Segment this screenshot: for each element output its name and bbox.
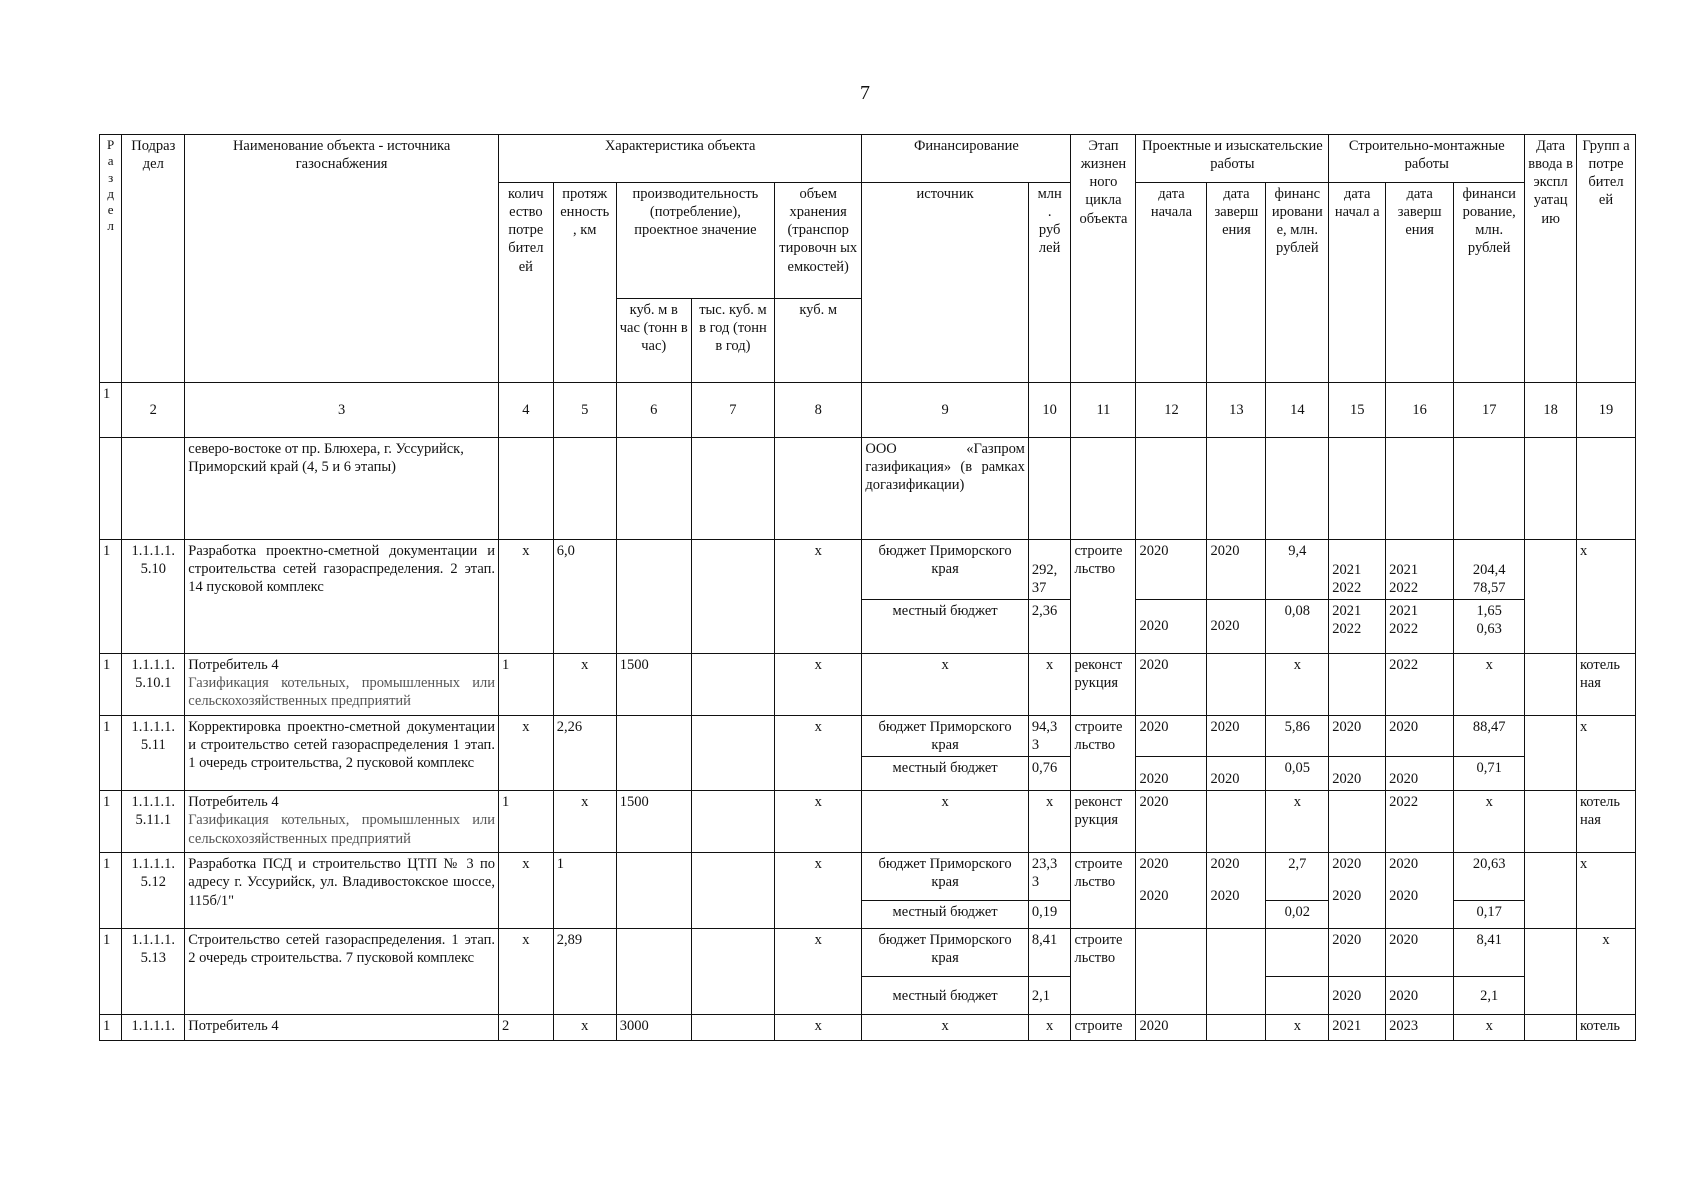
consumer-description: Газификация котельных, промышленных или сельскохозяйственных предприятий [188, 812, 495, 847]
amount-mln: 2,36 [1028, 600, 1071, 654]
design-financing: х [1266, 791, 1329, 853]
amount-mln: 292, 37 [1028, 540, 1071, 600]
razdel-cell: 1 [100, 791, 122, 853]
col-number: 2 [122, 383, 185, 438]
header-design-works: Проектные и изыскательские работы [1136, 135, 1329, 183]
storage-volume: х [775, 540, 862, 654]
col-number: 5 [553, 383, 616, 438]
col-number: 14 [1266, 383, 1329, 438]
construction-financing: 0,71 [1454, 757, 1525, 791]
consumer-qty: х [498, 929, 553, 1015]
construction-financing: 2,1 [1454, 977, 1525, 1015]
header-capacity-hour: куб. м в час (тонн в час) [616, 299, 691, 383]
object-name: Потребитель 4 [185, 1015, 499, 1041]
razdel-cell: 1 [100, 853, 122, 929]
header-object-name: Наименование объекта - источника газоснабжения [185, 135, 499, 383]
construction-start: 2020 [1329, 757, 1386, 791]
funding-source: местный бюджет [862, 977, 1028, 1015]
design-financing: х [1266, 1015, 1329, 1041]
design-financing: х [1266, 654, 1329, 716]
construction-end: 2023 [1386, 1015, 1454, 1041]
construction-end: 2020 [1386, 977, 1454, 1015]
col-number: 9 [862, 383, 1028, 438]
col-number: 11 [1071, 383, 1136, 438]
col-number: 3 [185, 383, 499, 438]
amount-mln: х [1028, 791, 1071, 853]
amount-mln: 2,1 [1028, 977, 1071, 1015]
consumer-group: х [1577, 929, 1636, 1015]
capacity-hour: 3000 [616, 1015, 691, 1041]
razdel-cell: 1 [100, 654, 122, 716]
consumer-group: котель ная [1577, 791, 1636, 853]
header-capacity: производительность (потребление), проектное значение [616, 183, 774, 299]
lifecycle-stage: строите [1071, 1015, 1136, 1041]
table-row [100, 540, 1636, 600]
lifecycle-stage: строите льство [1071, 716, 1136, 791]
lifecycle-stage: строите льство [1071, 929, 1136, 1015]
col-number: 6 [616, 383, 691, 438]
construction-start: 2021 2022 [1329, 600, 1386, 654]
funding-source: бюджет Приморского края [862, 716, 1028, 757]
header-length: протяж енность , км [553, 183, 616, 383]
col-number: 10 [1028, 383, 1071, 438]
funding-source: х [862, 791, 1028, 853]
storage-volume: х [775, 654, 862, 716]
razdel-cell: 1 [100, 1015, 122, 1041]
design-financing: 0,05 [1266, 757, 1329, 791]
design-financing: 2,7 [1266, 853, 1329, 901]
design-financing: 5,86 [1266, 716, 1329, 757]
construction-end: 2022 [1386, 791, 1454, 853]
table-row [100, 791, 1636, 853]
construction-financing: 20,63 [1454, 853, 1525, 901]
design-start: 2020 [1136, 757, 1207, 791]
construction-financing: х [1454, 1015, 1525, 1041]
subsection-code: 1.1.1.1. 5.11.1 [122, 791, 185, 853]
col-number: 13 [1207, 383, 1266, 438]
col-number: 15 [1329, 383, 1386, 438]
storage-volume: х [775, 853, 862, 929]
design-financing: 9,4 [1266, 540, 1329, 600]
table-row [100, 716, 1636, 757]
construction-end: 2020 [1386, 929, 1454, 977]
amount-mln: 94,3 3 [1028, 716, 1071, 757]
funding-source: бюджет Приморского края [862, 929, 1028, 977]
header-construction-works: Строительно-монтажные работы [1329, 135, 1525, 183]
capacity-hour: 1500 [616, 791, 691, 853]
funding-source: местный бюджет [862, 757, 1028, 791]
design-end: 2020 [1207, 716, 1266, 757]
design-start: 2020 [1136, 1015, 1207, 1041]
construction-start: 2020 [1329, 716, 1386, 757]
object-name: Разработка ПСД и строительство ЦТП № 3 по адресу г. Уссурийск, ул. Владивостокское шоссе, 115б/1" [185, 853, 499, 929]
header-design-start: дата начала [1136, 183, 1207, 383]
design-end: 2020 [1207, 540, 1266, 600]
design-financing: 0,08 [1266, 600, 1329, 654]
header-storage-unit: куб. м [775, 299, 862, 383]
col-number: 4 [498, 383, 553, 438]
col-number: 19 [1577, 383, 1636, 438]
consumer-group: х [1577, 540, 1636, 654]
capacity-hour: 1500 [616, 654, 691, 716]
page-number: 7 [860, 82, 870, 104]
header-construction-financing: финанси рование, млн. рублей [1454, 183, 1525, 383]
design-start: 2020 [1136, 716, 1207, 757]
length-km: х [553, 791, 616, 853]
construction-start: 2021 [1329, 1015, 1386, 1041]
header-construction-end: дата заверш ения [1386, 183, 1454, 383]
storage-volume: х [775, 716, 862, 791]
length-km: 1 [553, 853, 616, 929]
amount-mln: 0,19 [1028, 901, 1071, 929]
table-row [100, 1015, 1636, 1041]
amount-mln: х [1028, 1015, 1071, 1041]
col-number: 18 [1525, 383, 1577, 438]
lifecycle-stage: строите льство [1071, 853, 1136, 929]
storage-volume: х [775, 929, 862, 1015]
construction-start: 2020 [1329, 929, 1386, 977]
col-number: 12 [1136, 383, 1207, 438]
construction-start: 2020 [1329, 977, 1386, 1015]
construction-end: 2021 2022 [1386, 600, 1454, 654]
length-km: х [553, 654, 616, 716]
header-stage: Этап жизнен ного цикла объекта [1071, 135, 1136, 383]
length-km: 6,0 [553, 540, 616, 654]
subsection-code: 1.1.1.1. 5.12 [122, 853, 185, 929]
construction-start: 2020 2020 [1329, 853, 1386, 929]
col-number: 16 [1386, 383, 1454, 438]
col-number: 8 [775, 383, 862, 438]
header-characteristics: Характеристика объекта [498, 135, 861, 183]
construction-financing: 1,65 0,63 [1454, 600, 1525, 654]
table-row [100, 929, 1636, 977]
header-podrazdel: Подраз дел [122, 135, 185, 383]
consumer-description: Газификация котельных, промышленных или сельскохозяйственных предприятий [188, 675, 495, 710]
construction-financing: х [1454, 791, 1525, 853]
gas-objects-table [99, 134, 1636, 1041]
subsection-code: 1.1.1.1. 5.13 [122, 929, 185, 1015]
construction-end: 2020 [1386, 716, 1454, 757]
consumer-group: х [1577, 853, 1636, 929]
funding-source: местный бюджет [862, 600, 1028, 654]
column-numbers-row [100, 383, 1636, 438]
funding-source: х [862, 1015, 1028, 1041]
header-design-end: дата заверш ения [1207, 183, 1266, 383]
storage-volume: х [775, 1015, 862, 1041]
consumer-qty: х [498, 853, 553, 929]
consumer-qty: х [498, 716, 553, 791]
lifecycle-stage: реконст рукция [1071, 791, 1136, 853]
construction-end: 2021 2022 [1386, 540, 1454, 600]
header-financing: Финансирование [862, 135, 1071, 183]
construction-financing: 8,41 [1454, 929, 1525, 977]
table-row [100, 438, 1636, 540]
col-number: 1 [100, 383, 122, 438]
col-number: 17 [1454, 383, 1525, 438]
design-start: 2020 [1136, 654, 1207, 716]
object-name: Разработка проектно-сметной документации и строительства сетей газораспределения. 2 этап. 14 пусковой комплекс [185, 540, 499, 654]
design-start: 2020 2020 [1136, 853, 1207, 929]
header-consumer-qty: колич ество потре бител ей [498, 183, 553, 383]
funding-source: бюджет Приморского края [862, 853, 1028, 901]
construction-start: 2021 2022 [1329, 540, 1386, 600]
razdel-cell: 1 [100, 716, 122, 791]
consumer-qty: х [498, 540, 553, 654]
consumer-qty: 2 [498, 1015, 553, 1041]
table-row [100, 654, 1636, 716]
header-commission-date: Дата ввода в экспл уатац ию [1525, 135, 1577, 383]
object-name: Строительство сетей газораспределения. 1 этап. 2 очередь строительства. 7 пусковой комплекс [185, 929, 499, 1015]
consumer-group: котель [1577, 1015, 1636, 1041]
razdel-cell: 1 [100, 929, 122, 1015]
header-construction-start: дата начал а [1329, 183, 1386, 383]
design-end: 2020 2020 [1207, 853, 1266, 929]
storage-volume: х [775, 791, 862, 853]
razdel-cell: 1 [100, 540, 122, 654]
amount-mln: 0,76 [1028, 757, 1071, 791]
lifecycle-stage: строите льство [1071, 540, 1136, 654]
header-design-financing: финанс ировани е, млн. рублей [1266, 183, 1329, 383]
design-start: 2020 [1136, 540, 1207, 600]
header-capacity-year: тыс. куб. м в год (тонн в год) [691, 299, 774, 383]
subsection-code: 1.1.1.1. 5.10 [122, 540, 185, 654]
construction-financing: 88,47 [1454, 716, 1525, 757]
consumer-qty: 1 [498, 791, 553, 853]
consumer-title: Потребитель 4 [188, 657, 279, 673]
amount-mln: х [1028, 654, 1071, 716]
header-storage: объем хранения (транспор тировочн ых емкостей) [775, 183, 862, 299]
design-end: 2020 [1207, 600, 1266, 654]
subsection-code: 1.1.1.1. 5.10.1 [122, 654, 185, 716]
funding-source: х [862, 654, 1028, 716]
design-start: 2020 [1136, 600, 1207, 654]
object-name: Корректировка проектно-сметной документации и строительство сетей газораспределения 1 этап. 1 очередь строительства, 2 пусковой комплекс [185, 716, 499, 791]
consumer-title: Потребитель 4 [188, 794, 279, 811]
construction-end: 2020 [1386, 757, 1454, 791]
header-consumer-group: Групп а потре бител ей [1577, 135, 1636, 383]
length-km: 2,26 [553, 716, 616, 791]
consumer-group: х [1577, 716, 1636, 791]
table-row [100, 853, 1636, 901]
consumer-group: котель ная [1577, 654, 1636, 716]
construction-end: 2022 [1386, 654, 1454, 716]
construction-end: 2020 2020 [1386, 853, 1454, 929]
construction-financing: х [1454, 654, 1525, 716]
object-name: северо-востоке от пр. Блюхера, г. Уссурийск, Приморский край (4, 5 и 6 этапы) [185, 438, 499, 540]
header-mln-rub: млн . руб лей [1028, 183, 1071, 383]
design-start: 2020 [1136, 791, 1207, 853]
design-financing: 0,02 [1266, 901, 1329, 929]
header-source: источник [862, 183, 1028, 383]
consumer-qty: 1 [498, 654, 553, 716]
amount-mln: 8,41 [1028, 929, 1071, 977]
lifecycle-stage: реконст рукция [1071, 654, 1136, 716]
header-razdel: Р а з д е л [100, 135, 122, 383]
design-end: 2020 [1207, 757, 1266, 791]
length-km: х [553, 1015, 616, 1041]
subsection-code: 1.1.1.1. 5.11 [122, 716, 185, 791]
funding-source: бюджет Приморского края [862, 540, 1028, 600]
construction-financing: 0,17 [1454, 901, 1525, 929]
construction-financing: 204,4 78,57 [1454, 540, 1525, 600]
funding-source: местный бюджет [862, 901, 1028, 929]
col-number: 7 [691, 383, 774, 438]
amount-mln: 23,3 3 [1028, 853, 1071, 901]
subsection-code: 1.1.1.1. [122, 1015, 185, 1041]
funding-source: ООО «Газпром газификация» (в рамках догазификации) [862, 438, 1028, 540]
length-km: 2,89 [553, 929, 616, 1015]
